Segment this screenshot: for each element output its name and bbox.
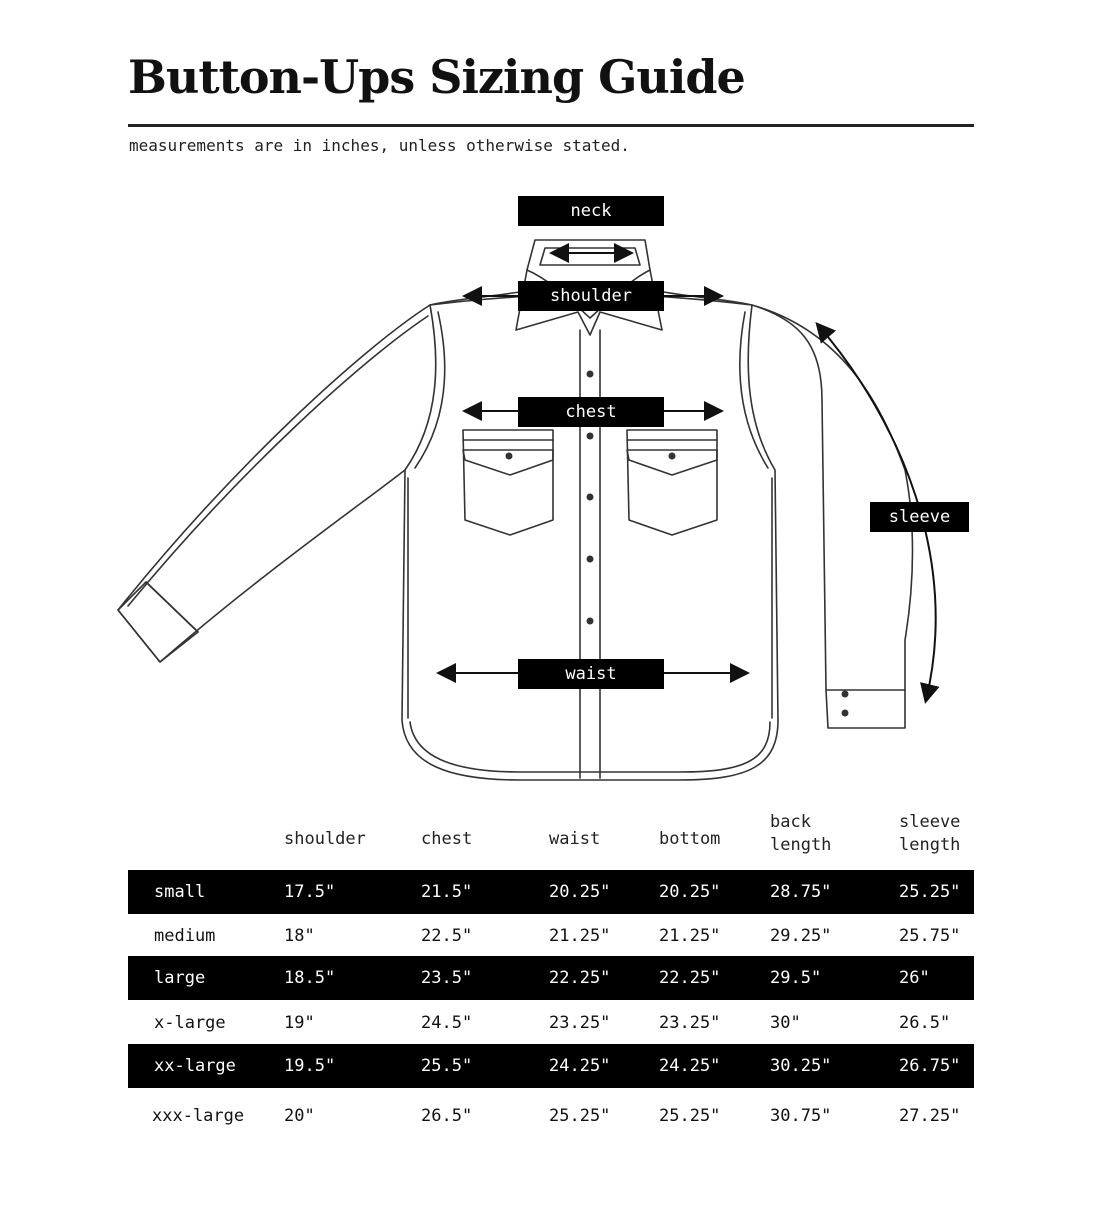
header-sleeve-length-line1: sleeve — [899, 812, 961, 832]
chest-cell: 23.5" — [421, 968, 473, 988]
back-length-cell: 29.5" — [770, 968, 822, 988]
units-note: measurements are in inches, unless otherwise stated. — [129, 136, 630, 155]
bottom-cell: 25.25" — [659, 1106, 721, 1126]
back-length-cell: 29.25" — [770, 926, 832, 946]
back-length-cell: 30.25" — [770, 1056, 832, 1076]
sleeve-label: sleeve — [870, 502, 969, 532]
bottom-cell: 22.25" — [659, 968, 721, 988]
sleeve-length-cell: 27.25" — [899, 1106, 961, 1126]
table-row — [128, 870, 974, 914]
chest-cell: 26.5" — [421, 1106, 473, 1126]
size-cell: x-large — [154, 1013, 226, 1033]
shoulder-label: shoulder — [518, 281, 664, 311]
shoulder-cell: 19" — [284, 1013, 315, 1033]
left-sleeve — [118, 305, 430, 662]
back-length-cell: 30.75" — [770, 1106, 832, 1126]
page-title: Button-Ups Sizing Guide — [128, 50, 745, 104]
chest-cell: 21.5" — [421, 882, 473, 902]
table-row — [128, 1044, 974, 1088]
chest-label: chest — [518, 397, 664, 427]
bottom-cell: 20.25" — [659, 882, 721, 902]
title-divider — [128, 124, 974, 127]
bottom-cell: 21.25" — [659, 926, 721, 946]
header-back-length-line1: back — [770, 812, 811, 832]
shirt-body — [402, 290, 778, 780]
waist-label: waist — [518, 659, 664, 689]
header-sleeve-length-line2: length — [899, 835, 961, 855]
shoulder-cell: 18" — [284, 926, 315, 946]
table-row — [128, 1094, 974, 1138]
waist-cell: 21.25" — [549, 926, 611, 946]
size-cell: large — [154, 968, 206, 988]
table-row — [128, 914, 974, 958]
size-cell: small — [154, 882, 206, 902]
waist-cell: 20.25" — [549, 882, 611, 902]
header-back-length-line2: length — [770, 835, 832, 855]
shoulder-cell: 20" — [284, 1106, 315, 1126]
sleeve-length-cell: 25.25" — [899, 882, 961, 902]
header-chest: chest — [421, 829, 473, 849]
chest-cell: 25.5" — [421, 1056, 473, 1076]
bottom-cell: 24.25" — [659, 1056, 721, 1076]
size-cell: medium — [154, 926, 216, 946]
waist-cell: 22.25" — [549, 968, 611, 988]
header-back-length — [770, 811, 831, 857]
header-shoulder: shoulder — [284, 829, 366, 849]
size-cell: xxx-large — [152, 1106, 245, 1126]
header-waist: waist — [549, 829, 601, 849]
sleeve-length-cell: 25.75" — [899, 926, 961, 946]
sleeve-length-cell: 26.75" — [899, 1056, 961, 1076]
chest-cell: 24.5" — [421, 1013, 473, 1033]
shoulder-cell: 19.5" — [284, 1056, 336, 1076]
chest-cell: 22.5" — [421, 926, 473, 946]
left-pocket — [463, 430, 553, 535]
shirt-diagram — [0, 170, 1112, 800]
table-row — [128, 956, 974, 1000]
back-length-cell: 28.75" — [770, 882, 832, 902]
waist-cell: 23.25" — [549, 1013, 611, 1033]
table-row — [128, 1001, 974, 1045]
bottom-cell: 23.25" — [659, 1013, 721, 1033]
waist-cell: 25.25" — [549, 1106, 611, 1126]
sleeve-length-cell: 26" — [899, 968, 930, 988]
shoulder-cell: 17.5" — [284, 882, 336, 902]
sleeve-length-cell: 26.5" — [899, 1013, 951, 1033]
neck-label: neck — [518, 196, 664, 226]
header-bottom: bottom — [659, 829, 721, 849]
shoulder-cell: 18.5" — [284, 968, 336, 988]
right-pocket — [627, 430, 717, 535]
size-cell: xx-large — [154, 1056, 236, 1076]
header-sleeve-length — [899, 811, 960, 857]
waist-cell: 24.25" — [549, 1056, 611, 1076]
back-length-cell: 30" — [770, 1013, 801, 1033]
